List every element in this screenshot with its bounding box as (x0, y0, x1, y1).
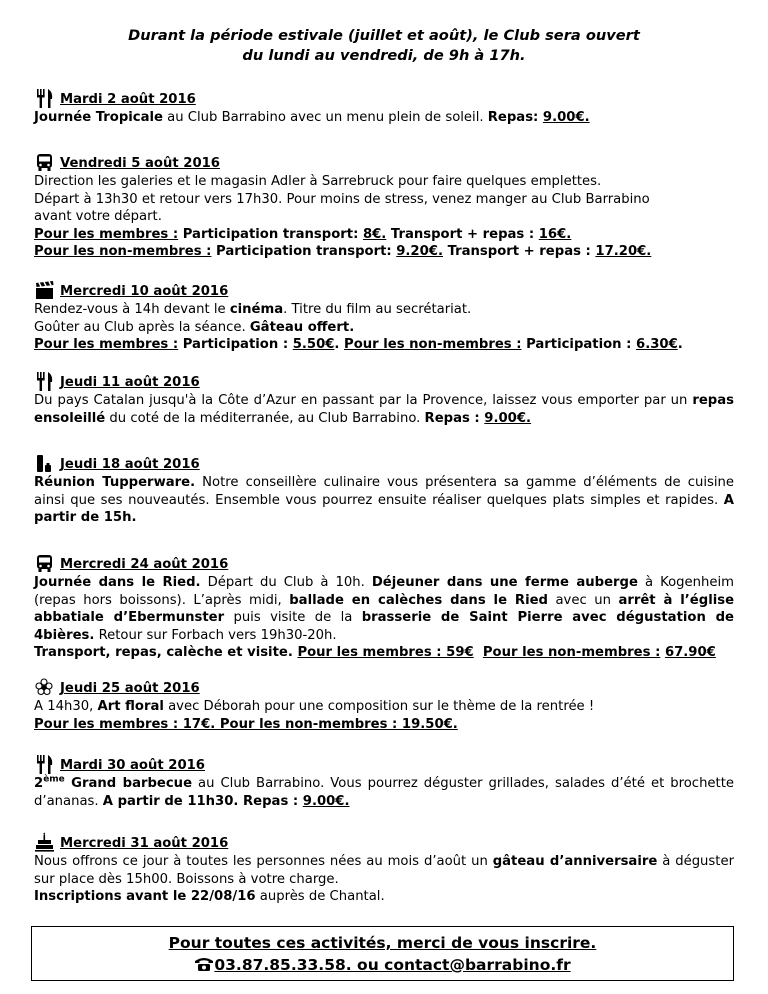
clapperboard-icon (34, 280, 56, 301)
kitchen-utensils-icon (34, 453, 56, 474)
contact-line (32, 954, 733, 978)
event-date: Jeudi 11 août 2016 (60, 375, 200, 391)
event-description: Journée dans le Ried. Départ du Club à 10h. Déjeuner dans une ferme auberge à Kogenheim (repas hors boissons). L’après midi, ballade en calèches dans le Ried avec un arrêt à l’église abbatiale d’Ebermunster puis visite de la brasserie de Saint Pierre avec dégustation de 4bières. Retour sur Forbach vers 19h30-20h. (34, 575, 735, 643)
event-description: Journée Tropicale au Club Barrabino avec un menu plein de soleil. Repas: 9.00€. (34, 110, 590, 125)
event-11-aout (34, 371, 734, 427)
event-description: Du pays Catalan jusqu'à la Côte d’Azur en passant par la Provence, laissez vous emporter par un repas ensoleillé du coté de la méditerranée, au Club Barrabino. Repas : 9.00€. (34, 393, 734, 426)
event-description: 2ème Grand barbecue au Club Barrabino. Vous pourrez déguster grillades, salades d’été et brochette d’ananas. A partir de 11h30. Repas : 9.00€. (34, 774, 734, 809)
event-date: Vendredi 5 août 2016 (60, 156, 220, 172)
cutlery-icon (34, 754, 56, 775)
event-2-aout (34, 88, 734, 127)
event-header (34, 553, 734, 574)
event-date: Jeudi 18 août 2016 (60, 457, 200, 473)
cake-icon (34, 832, 56, 853)
prices: Transport, repas, calèche et visite. Pour les membres : 59€ Pour les non-membres : 67.90€ (34, 645, 716, 661)
event-header (34, 280, 734, 301)
event-date: Mardi 30 août 2016 (60, 758, 205, 774)
event-header (34, 832, 734, 853)
cutlery-icon (34, 371, 56, 392)
flyer (34, 26, 735, 905)
flower-icon (34, 677, 56, 698)
bus-icon (34, 553, 56, 574)
registration-text: Pour toutes ces activités, merci de vous inscrire. (168, 934, 597, 952)
event-header (34, 754, 734, 775)
event-30-aout (34, 754, 734, 810)
cutlery-icon (34, 88, 56, 109)
event-date: Mercredi 10 août 2016 (60, 284, 229, 300)
event-date: Jeudi 25 août 2016 (60, 681, 200, 697)
event-10-aout: Mercredi 10 août 2016 Rendez-vous à 14h devant le cinéma. Titre du film au secrétariat. Goûter au Club après la séance. Gâteau offert. Pour les membres : Participation : 5.50€. Pour les non-membres : Participation : 6.30€. (34, 280, 734, 354)
event-header (34, 152, 734, 173)
event-description: Réunion Tupperware. Notre conseillère culinaire vous présentera sa gamme d’éléments de cuisine ainsi que ses nouveautés. Ensemble vous pourrez ensuite réaliser quelques plats simples et rapides. A partir de 15h. (34, 475, 734, 526)
event-24-aout (34, 553, 734, 662)
event-date: Mercredi 24 août 2016 (60, 557, 229, 573)
event-header (34, 371, 734, 392)
contact-link[interactable]: 03.87.85.33.58. ou contact@barrabino.fr (214, 956, 571, 974)
event-header (34, 677, 734, 698)
event-header (34, 453, 734, 474)
intro-heading: Durant la période estivale (juillet et août), le Club sera ouvert du lundi au vendredi, de 9h à 17h. (128, 27, 640, 64)
member-prices: Pour les membres : Participation transport: 8€. Transport + repas : 16€. (34, 226, 572, 242)
registration-box (31, 926, 734, 981)
event-31-aout: Mercredi 31 août 2016 Nous offrons ce jour à toutes les personnes nées au mois d’août un gâteau d’anniversaire à déguster sur place dès 15h00. Boissons à votre charge. Inscriptions avant le 22/08/16 auprès de Chantal. (34, 832, 734, 906)
bus-icon (34, 152, 56, 173)
event-description: Nous offrons ce jour à toutes les personnes nées au mois d’août un gâteau d’anniversaire à déguster sur place dès 15h00. Boissons à votre charge. (34, 854, 734, 887)
non-member-prices: Pour les non-membres : Participation transport: 9.20€. Transport + repas : 17.20€. (34, 244, 652, 260)
event-18-aout (34, 453, 734, 527)
event-date: Mardi 2 août 2016 (60, 92, 196, 108)
event-header (34, 88, 734, 109)
event-25-aout: Jeudi 25 août 2016 A 14h30, Art floral avec Déborah pour une composition sur le thème de la rentrée ! Pour les membres : 17€. Pour les non-membres : 19.50€. (34, 677, 734, 733)
event-date: Mercredi 31 août 2016 (60, 836, 229, 852)
event-5-aout: Vendredi 5 août 2016 Direction les galeries et le magasin Adler à Sarrebruck pour faire quelques emplettes. Départ à 13h30 et retour vers 17h30. Pour moins de stress, venez manger au Club Barrabino avant votre départ. Pour les membres : Participation transport: 8€. Transport + repas : 16€. Pour les non-membres : Participation transport: 9.20€. Transport + repas : 17.20€. (34, 152, 734, 261)
prices: Pour les membres : Participation : 5.50€. Pour les non-membres : Participation : 6.30€. (34, 337, 683, 353)
telephone-icon (194, 956, 214, 978)
prices: Pour les membres : 17€. Pour les non-membres : 19.50€. (34, 716, 458, 732)
